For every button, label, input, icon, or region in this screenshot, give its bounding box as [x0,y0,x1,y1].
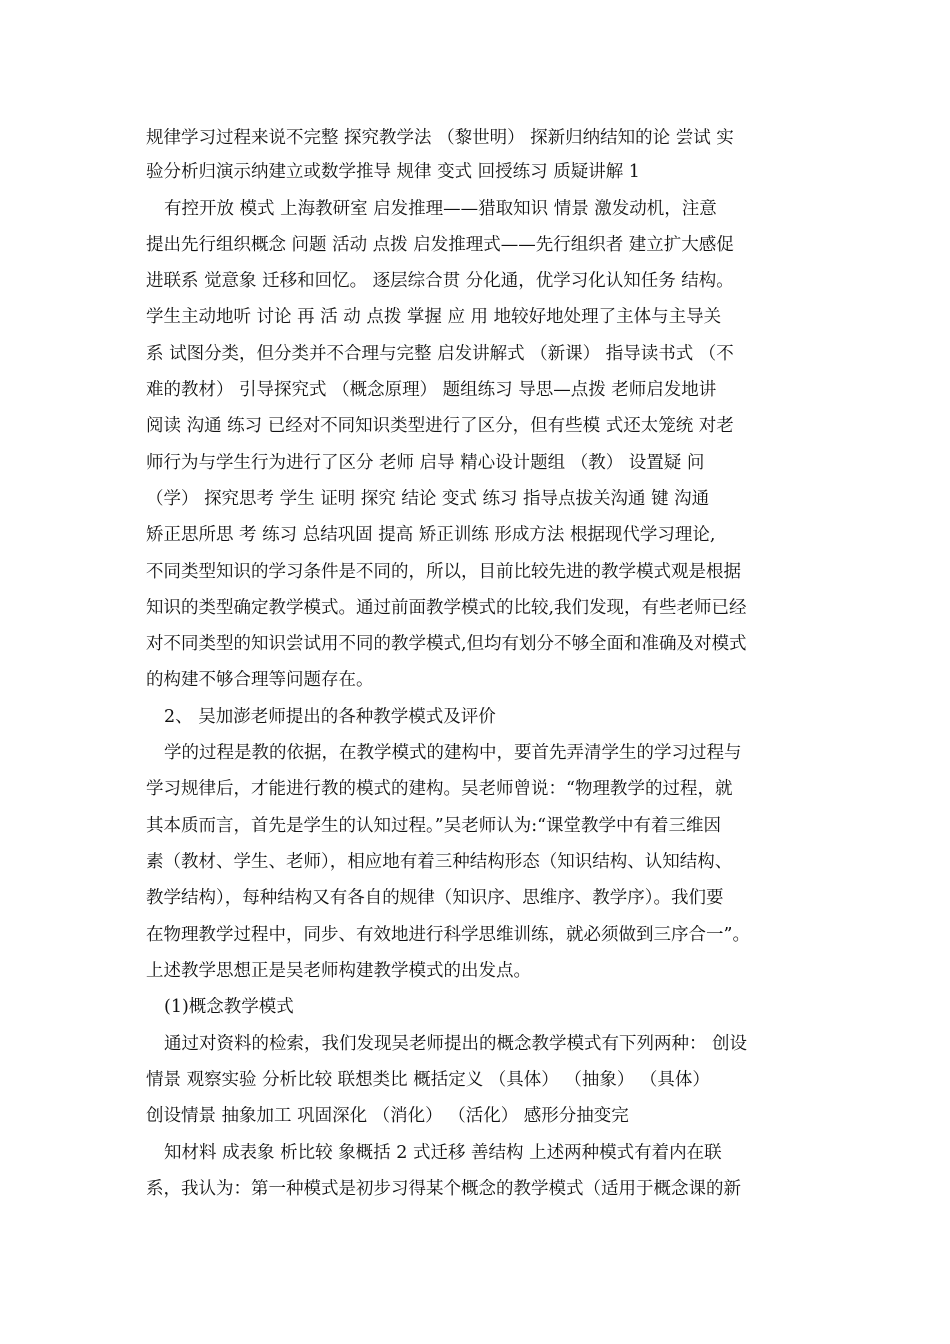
section-heading: 2、 吴加澎老师提出的各种教学模式及评价 [164,707,496,727]
text-line: 阅读 沟通 练习 已经对不同知识类型进行了区分，但有些模 式还太笼统 对老 [146,416,734,436]
text-line: 通过对资料的检索，我们发现吴老师提出的概念教学模式有下列两种： 创设 [164,1034,748,1054]
text-line: 进联系 觉意象 迁移和回忆。 逐层综合贯 分化通，优学习化认知任务 结构。 [146,271,734,291]
text-line: 系 试图分类，但分类并不合理与完整 启发讲解式 （新课） 指导读书式 （不 [146,344,734,364]
text-line: 矫正思所思 考 练习 总结巩固 提高 矫正训练 形成方法 根据现代学习理论, [146,525,716,545]
text-line: 其本质而言，首先是学生的认知过程。”吴老师认为:“课堂教学中有着三维因 [146,816,722,836]
text-line: 提出先行组织概念 问题 活动 点拨 启发推理式——先行组织者 建立扩大感促 [146,235,734,255]
text-line: 学习规律后，才能进行教的模式的建构。吴老师曾说：“物理教学的过程，就 [146,779,733,799]
text-line: 知识的类型确定教学模式。通过前面教学模式的比较,我们发现，有些老师已经 [146,598,747,618]
text-line: 知材料 成表象 析比较 象概括 2 式迁移 善结构 上述两种模式有着内在联 [164,1143,722,1163]
text-line: 不同类型知识的学习条件是不同的，所以，目前比较先进的教学模式观是根据 [146,562,741,582]
text-line: 规律学习过程来说不完整 探究教学法 （黎世明） 探新归纳结知的论 尝试 实 [146,128,734,148]
subsection-heading: (1)概念教学模式 [164,997,294,1017]
text-line: 验分析归演示纳建立或数学推导 规律 变式 回授练习 质疑讲解 1 [146,162,640,182]
text-line: 素（教材、学生、老师），相应地有着三种结构形态（知识结构、认知结构、 [146,852,733,872]
text-line: 学的过程是教的依据，在教学模式的建构中，要首先弄清学生的学习过程与 [164,743,742,763]
text-line: 难的教材） 引导探究式 （概念原理） 题组练习 导思—点拨 老师启发地讲 [146,380,717,400]
text-line: 在物理教学过程中，同步、有效地进行科学思维训练，就必须做到三序合一”。 [146,925,750,945]
text-line: （学） 探究思考 学生 证明 探究 结论 变式 练习 指导点拔关沟通 键 沟通 [146,489,710,509]
text-line: 系，我认为：第一种模式是初步习得某个概念的教学模式（适用于概念课的新 [146,1179,741,1199]
text-line: 学生主动地听 讨论 再 活 动 点拨 掌握 应 用 地较好地处理了主体与主导关 [146,307,722,327]
text-line: 师行为与学生行为进行了区分 老师 启导 精心设计题组 （教） 设置疑 问 [146,453,705,473]
text-line: 教学结构），每种结构又有各自的规律（知识序、思维序、教学序）。我们要 [146,888,724,908]
text-line: 上述教学思想正是吴老师构建教学模式的出发点。 [146,961,531,981]
text-line: 创设情景 抽象加工 巩固深化 （消化） （活化） 感形分抽变完 [146,1106,629,1126]
text-line: 对不同类型的知识尝试用不同的教学模式,但均有划分不够全面和准确及对模式 [146,634,747,654]
text-line: 有控开放 模式 上海教研室 启发推理——猎取知识 情景 激发动机，注意 [164,199,717,219]
text-line: 的构建不够合理等问题存在。 [146,670,374,690]
text-line: 情景 观察实验 分析比较 联想类比 概括定义 （具体） （抽象） （具体） [146,1070,710,1090]
